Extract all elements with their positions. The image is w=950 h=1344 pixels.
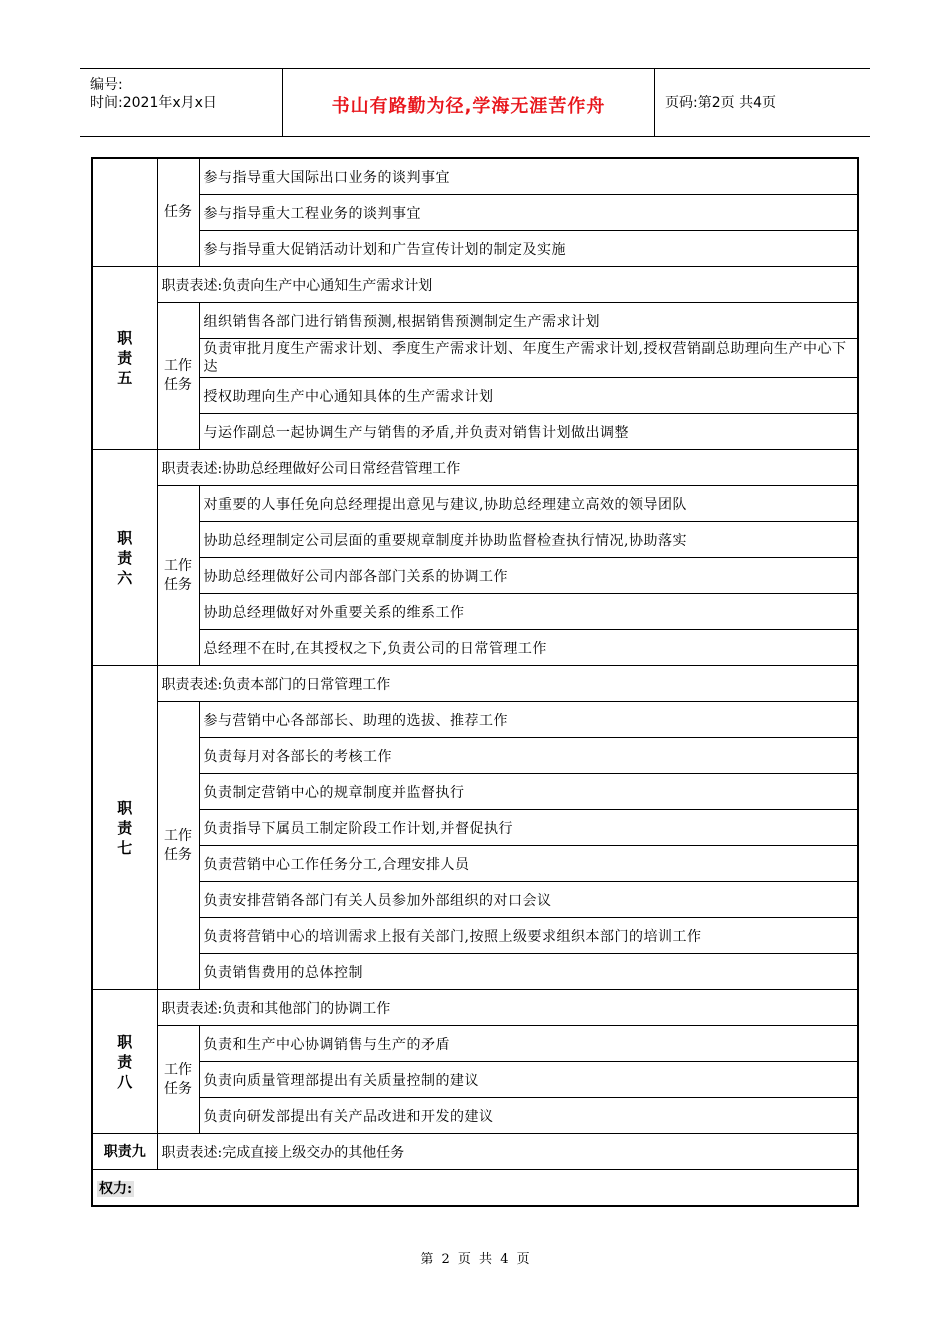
- task-item: 总经理不在时,在其授权之下,负责公司的日常管理工作: [199, 630, 858, 666]
- table-row: [92, 1170, 858, 1207]
- power-label: 权力:: [99, 1180, 133, 1197]
- table-row: [92, 666, 858, 702]
- duty-description: 职责表述:负责向生产中心通知生产需求计划: [157, 267, 858, 303]
- table-row: [92, 450, 858, 486]
- table-row: [92, 558, 858, 594]
- task-item: 参与指导重大国际出口业务的谈判事宜: [199, 158, 858, 195]
- task-item: 与运作副总一起协调生产与销售的矛盾,并负责对销售计划做出调整: [199, 414, 858, 450]
- table-row: [92, 231, 858, 267]
- task-item: 负责向质量管理部提出有关质量控制的建议: [199, 1062, 858, 1098]
- power-section: [92, 1170, 858, 1207]
- task-label: [157, 486, 199, 666]
- task-label-text: 工作任务: [164, 827, 192, 863]
- task-item: 负责将营销中心的培训需求上报有关部门,按照上级要求组织本部门的培训工作: [199, 918, 858, 954]
- table-row: [92, 954, 858, 990]
- duty-title-cell: [92, 158, 157, 267]
- task-label: [157, 303, 199, 450]
- task-label: 任务: [157, 158, 199, 267]
- table-row: [92, 846, 858, 882]
- task-item: 负责每月对各部长的考核工作: [199, 738, 858, 774]
- table-row: [92, 702, 858, 738]
- task-item: 参与营销中心各部部长、助理的选拔、推荐工作: [199, 702, 858, 738]
- table-row: [92, 195, 858, 231]
- table-row: [92, 267, 858, 303]
- duty-title: [92, 990, 157, 1134]
- motto: 书山有路勤为径,学海无涯苦作舟: [331, 96, 606, 117]
- task-item: 对重要的人事任免向总经理提出意见与建议,协助总经理建立高效的领导团队: [199, 486, 858, 522]
- table-row: [92, 486, 858, 522]
- task-label-text: 工作任务: [164, 557, 192, 593]
- document-time: 时间:2021年x月x日: [90, 95, 217, 111]
- duty-title: [92, 450, 157, 666]
- table-row: [92, 594, 858, 630]
- task-item: 负责指导下属员工制定阶段工作计划,并督促执行: [199, 810, 858, 846]
- task-item: 负责和生产中心协调销售与生产的矛盾: [199, 1026, 858, 1062]
- table-row: [92, 1098, 858, 1134]
- task-item: 负责销售费用的总体控制: [199, 954, 858, 990]
- duty-description: 职责表述:协助总经理做好公司日常经营管理工作: [157, 450, 858, 486]
- task-item: 组织销售各部门进行销售预测,根据销售预测制定生产需求计划: [199, 303, 858, 339]
- page-header: [80, 68, 870, 137]
- task-item: 负责安排营销各部门有关人员参加外部组织的对口会议: [199, 882, 858, 918]
- table-row: [92, 774, 858, 810]
- duty-title-text: 职责八: [117, 1032, 133, 1091]
- table-row: [92, 630, 858, 666]
- table-row: [92, 882, 858, 918]
- duty-title: [92, 267, 157, 450]
- table-row: [92, 339, 858, 378]
- task-label: [157, 702, 199, 990]
- duty-title: 职责九: [92, 1134, 157, 1170]
- table-row: [92, 378, 858, 414]
- duty-description: 职责表述:完成直接上级交办的其他任务: [157, 1134, 858, 1170]
- table-row: [92, 1134, 858, 1170]
- task-item: 协助总经理做好对外重要关系的维系工作: [199, 594, 858, 630]
- duty-title-text: 职责七: [117, 798, 133, 857]
- table-row: [92, 158, 858, 195]
- duty-description: 职责表述:负责和其他部门的协调工作: [157, 990, 858, 1026]
- duties-table: [91, 157, 859, 1207]
- table-row: [92, 918, 858, 954]
- table-row: [92, 1026, 858, 1062]
- task-item: 负责审批月度生产需求计划、季度生产需求计划、年度生产需求计划,授权营销副总助理向生产中心下达: [199, 339, 858, 378]
- duty-description: 职责表述:负责本部门的日常管理工作: [157, 666, 858, 702]
- task-item: 参与指导重大促销活动计划和广告宣传计划的制定及实施: [199, 231, 858, 267]
- task-item: 授权助理向生产中心通知具体的生产需求计划: [199, 378, 858, 414]
- document-number: 编号:: [90, 77, 123, 93]
- task-item: 协助总经理做好公司内部各部门关系的协调工作: [199, 558, 858, 594]
- page-footer: 第 2 页 共 4 页: [420, 1252, 530, 1267]
- duty-title: [92, 666, 157, 990]
- task-label-text: 工作任务: [164, 358, 192, 393]
- header-page-cell: [655, 69, 870, 136]
- duty-title-text: 职责五: [117, 329, 133, 387]
- page-indicator: 页码:第2页 共4页: [665, 95, 776, 111]
- task-item: 参与指导重大工程业务的谈判事宜: [199, 195, 858, 231]
- header-motto-cell: [283, 69, 655, 136]
- task-item: 协助总经理制定公司层面的重要规章制度并协助监督检查执行情况,协助落实: [199, 522, 858, 558]
- duty-title-text: 职责六: [117, 528, 133, 587]
- table-row: [92, 303, 858, 339]
- table-row: [92, 738, 858, 774]
- table-row: [92, 1062, 858, 1098]
- task-label-text: 工作任务: [164, 1061, 192, 1097]
- table-row: [92, 990, 858, 1026]
- task-item: 负责制定营销中心的规章制度并监督执行: [199, 774, 858, 810]
- table-row: [92, 810, 858, 846]
- header-meta-cell: [80, 69, 283, 136]
- task-item: 负责营销中心工作任务分工,合理安排人员: [199, 846, 858, 882]
- table-row: [92, 414, 858, 450]
- task-item: 负责向研发部提出有关产品改进和开发的建议: [199, 1098, 858, 1134]
- table-row: [92, 522, 858, 558]
- task-label: [157, 1026, 199, 1134]
